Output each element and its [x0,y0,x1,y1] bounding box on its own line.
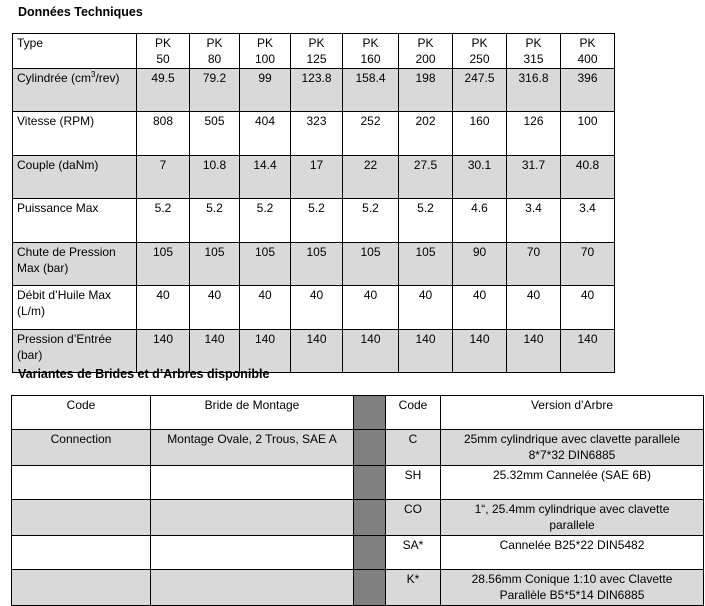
table-row [12,430,704,466]
cell: 7 [137,156,190,199]
code-header: Code [386,396,441,430]
cell: 140 [343,330,399,373]
cell: 10.8 [190,156,240,199]
cell: 160 [453,112,507,156]
code-cell: C [386,430,441,466]
cell: 140 [507,330,561,373]
cell: 40 [190,286,240,330]
code-cell: K* [386,570,441,606]
cell: 70 [561,243,615,286]
row-label: Pression d’Entrée (bar) [13,330,137,373]
cell: 140 [561,330,615,373]
variants-heading: Variantes de Brides et d’Arbres disponible [18,367,270,381]
model-header: PK 160 [343,34,399,69]
cell: 5.2 [137,199,190,243]
cell: 100 [561,112,615,156]
code-cell: SA* [386,536,441,570]
row-label: Couple (daNm) [13,156,137,199]
cell: 40.8 [561,156,615,199]
table-row [13,112,615,156]
specs-heading: Données Techniques [18,5,143,19]
code-cell [12,570,151,606]
separator-column [354,570,386,606]
cell: 247.5 [453,69,507,112]
cell: 22 [343,156,399,199]
cell: 105 [190,243,240,286]
code-cell [12,500,151,536]
cell: 105 [399,243,453,286]
cell: 40 [291,286,343,330]
arbre-cell: 28.56mm Conique 1:10 avec Clavette Parallèle B5*5*14 DIN6885 [441,570,704,606]
type-header: Type [13,34,137,69]
cell: 140 [240,330,291,373]
row-label: Puissance Max [13,199,137,243]
cell: 31.7 [507,156,561,199]
cell: 40 [343,286,399,330]
code-cell [12,466,151,500]
cell: 140 [190,330,240,373]
model-header: PK 250 [453,34,507,69]
code-cell: CO [386,500,441,536]
model-header: PK 315 [507,34,561,69]
cell: 40 [399,286,453,330]
separator-column [354,466,386,500]
cell: 3.4 [507,199,561,243]
bride-cell [151,500,354,536]
separator-column [354,396,386,430]
cell: 140 [453,330,507,373]
arbre-cell: 25mm cylindrique avec clavette parallele 8*7*32 DIN6885 [441,430,704,466]
cell: 323 [291,112,343,156]
specs-header-row [13,34,615,69]
table-row [13,69,615,112]
cell: 99 [240,69,291,112]
cell: 40 [507,286,561,330]
cell: 105 [291,243,343,286]
cell: 49.5 [137,69,190,112]
cell: 5.2 [240,199,291,243]
cell: 140 [137,330,190,373]
table-row [12,570,704,606]
cell: 30.1 [453,156,507,199]
bride-header: Bride de Montage [151,396,354,430]
separator-column [354,536,386,570]
cell: 105 [137,243,190,286]
model-header: PK 80 [190,34,240,69]
cell: 4.6 [453,199,507,243]
variants-table [11,395,704,606]
cell: 70 [507,243,561,286]
model-header: PK 200 [399,34,453,69]
bride-cell [151,536,354,570]
cell: 5.2 [291,199,343,243]
row-label: Vitesse (RPM) [13,112,137,156]
code-header: Code [12,396,151,430]
code-cell: SH [386,466,441,500]
cell: 5.2 [399,199,453,243]
cell: 5.2 [343,199,399,243]
cell: 202 [399,112,453,156]
arbre-header: Version d’Arbre [441,396,704,430]
table-row [12,500,704,536]
cell: 105 [240,243,291,286]
cell: 40 [453,286,507,330]
cell: 40 [137,286,190,330]
arbre-cell: Cannelée B25*22 DIN5482 [441,536,704,570]
bride-cell: Montage Ovale, 2 Trous, SAE A [151,430,354,466]
table-row [13,243,615,286]
bride-cell [151,570,354,606]
row-label: Débit d’Huile Max (L/m) [13,286,137,330]
table-row [12,536,704,570]
cell: 140 [399,330,453,373]
cell: 198 [399,69,453,112]
arbre-cell: 1“, 25.4mm cylindrique avec clavette parallele [441,500,704,536]
separator-column [354,430,386,466]
cell: 105 [343,243,399,286]
cell: 140 [291,330,343,373]
table-row [13,199,615,243]
cell: 90 [453,243,507,286]
table-row [13,156,615,199]
cell: 404 [240,112,291,156]
variants-header-row [12,396,704,430]
cell: 14.4 [240,156,291,199]
cell: 5.2 [190,199,240,243]
cell: 808 [137,112,190,156]
cell: 158.4 [343,69,399,112]
cell: 126 [507,112,561,156]
arbre-cell: 25.32mm Cannelée (SAE 6B) [441,466,704,500]
row-label: Cylindrée $(cm^3/rev)$ [13,69,137,112]
row-label: Chute de Pression Max (bar) [13,243,137,286]
model-header: PK 50 [137,34,190,69]
cell: 40 [240,286,291,330]
cell: 316.8 [507,69,561,112]
bride-cell [151,466,354,500]
model-header: PK 125 [291,34,343,69]
code-cell: Connection [12,430,151,466]
table-row [12,466,704,500]
cell: 79.2 [190,69,240,112]
cell: 17 [291,156,343,199]
cell: 3.4 [561,199,615,243]
cell: 505 [190,112,240,156]
cell: 123.8 [291,69,343,112]
table-row [13,286,615,330]
cell: 252 [343,112,399,156]
cell: 40 [561,286,615,330]
specs-table [12,33,615,373]
model-header: PK 400 [561,34,615,69]
code-cell [12,536,151,570]
model-header: PK 100 [240,34,291,69]
separator-column [354,500,386,536]
cell: 27.5 [399,156,453,199]
cell: 396 [561,69,615,112]
